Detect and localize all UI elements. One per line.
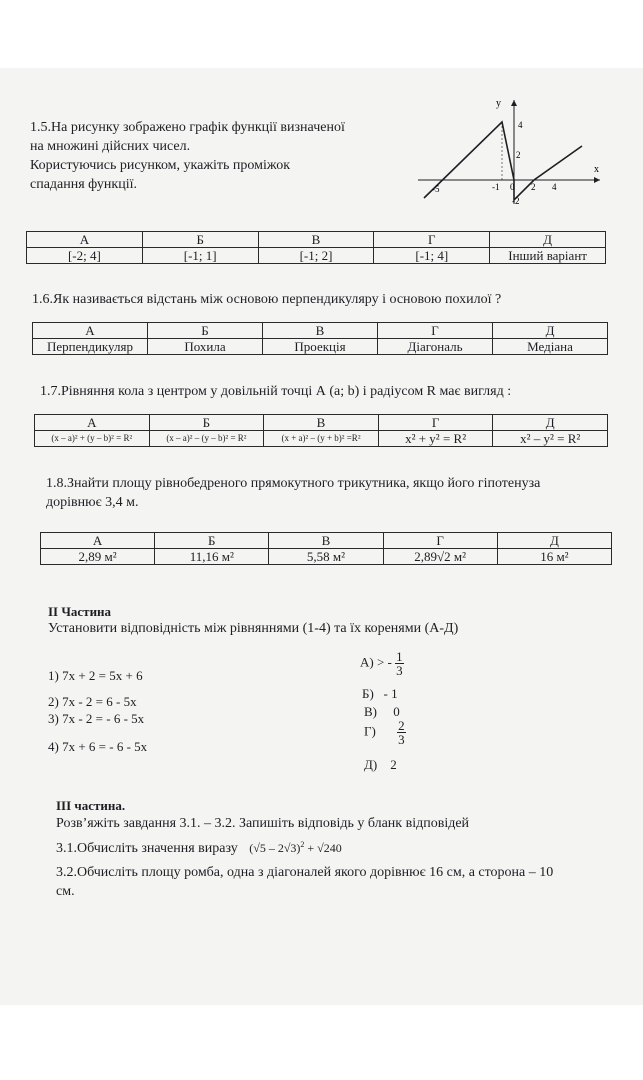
q17-option-d: x² – y² = R² — [493, 431, 608, 447]
q18-header-d: Д — [497, 533, 611, 549]
q31-text: 3.1.Обчисліть значення виразу — [56, 841, 238, 856]
q17-answer-table — [34, 414, 608, 447]
root-d — [364, 719, 406, 746]
q17-option-a: (x – a)² + (y – b)² = R² — [35, 431, 150, 447]
root-d-fraction — [397, 719, 406, 746]
q16-option-v: Проекція — [263, 339, 378, 355]
tick-xm5: -5 — [432, 184, 440, 194]
q17-option-g: x² + y² = R² — [378, 431, 493, 447]
root-d-label: Г) — [364, 723, 376, 739]
equation-2: 2) 7x - 2 = 6 - 5x — [48, 694, 137, 709]
q15-option-d: Інший варіант — [490, 248, 606, 264]
q18-option-b: 11,16 м² — [155, 549, 269, 565]
q17-header-a: А — [35, 415, 150, 431]
root-b: Б) - 1 — [362, 686, 398, 701]
q16-text: 1.6.Як називається відстань між основою перпендикуляру і основою похилої ? — [32, 292, 502, 307]
q15-header-a: А — [27, 232, 143, 248]
q16-header-d: Д — [493, 323, 608, 339]
q18-header-v: В — [269, 533, 383, 549]
q18-line-2: дорівнює 3,4 м. — [46, 495, 139, 510]
q16-option-b: Похила — [148, 339, 263, 355]
function-curve — [424, 122, 582, 200]
x-axis-arrow — [594, 177, 600, 183]
tick-xm1: -1 — [492, 182, 500, 192]
q16-option-a: Перпендикуляр — [33, 339, 148, 355]
q15-header-b: Б — [142, 232, 258, 248]
q31-expr-tail: + √240 — [304, 841, 342, 855]
root-e: Д) 2 — [364, 757, 397, 772]
q17-header-d: Д — [493, 415, 608, 431]
q16-header-v: В — [263, 323, 378, 339]
part2-instruction: Установити відповідність між рівняннями (1-4) та їх коренями (А-Д) — [48, 621, 459, 636]
q15-line-4: спадання функції. — [30, 177, 137, 192]
q31-expr-base: (√5 – 2√3) — [249, 841, 301, 855]
root-a-label: А) > - — [360, 654, 392, 670]
q32-line-2: см. — [56, 884, 75, 899]
root-a-denominator: 3 — [396, 663, 403, 678]
q15-header-g: Г — [374, 232, 490, 248]
q31-expr-exponent: 2 — [300, 840, 305, 849]
q17-option-v: (x + a)² – (y + b)² =R² — [264, 431, 379, 447]
q18-answer-table — [40, 532, 612, 565]
q15-header-v: В — [258, 232, 374, 248]
q18-line-1: 1.8.Знайти площу рівнобедреного прямокутного трикутника, якщо його гіпотенуза — [46, 476, 541, 491]
y-axis-arrow — [511, 100, 517, 106]
q16-header-a: А — [33, 323, 148, 339]
q18-text — [46, 474, 540, 512]
q32-text — [56, 863, 553, 901]
q18-option-a: 2,89 м² — [41, 549, 155, 565]
q32-line-1: 3.2.Обчисліть площу ромба, одна з діагоналей якого дорівнює 16 см, а сторона – 10 — [56, 865, 554, 880]
tick-y4: 4 — [518, 120, 523, 130]
worksheet-page — [0, 68, 643, 1005]
equation-1: 1) 7x + 2 = 5x + 6 — [48, 668, 143, 683]
root-d-numerator: 2 — [398, 718, 405, 733]
q18-header-g: Г — [383, 533, 497, 549]
q16-option-g: Діагональ — [378, 339, 493, 355]
root-a-fraction — [395, 650, 404, 677]
q17-header-g: Г — [378, 415, 493, 431]
function-graph — [410, 94, 610, 214]
equation-4: 4) 7x + 6 = - 6 - 5x — [48, 739, 148, 754]
equation-3: 3) 7x - 2 = - 6 - 5x — [48, 711, 145, 726]
root-d-denominator: 3 — [398, 732, 405, 747]
x-axis-label: x — [594, 164, 599, 175]
q15-option-g: [-1; 4] — [374, 248, 490, 264]
part3-instruction: Розв’яжіть завдання 3.1. – 3.2. Запишіть відповідь у бланк відповідей — [56, 816, 470, 831]
y-axis-label: y — [496, 98, 501, 109]
q16-header-b: Б — [148, 323, 263, 339]
q16-answer-table — [32, 322, 608, 355]
q31-expression — [249, 841, 342, 855]
q15-option-b: [-1; 1] — [142, 248, 258, 264]
root-a — [360, 650, 404, 677]
q18-option-v: 5,58 м² — [269, 549, 383, 565]
q15-option-a: [-2; 4] — [27, 248, 143, 264]
q15-answer-table — [26, 231, 606, 264]
q18-option-d: 16 м² — [497, 549, 611, 565]
tick-x0: 0 — [510, 182, 515, 192]
q15-text — [30, 118, 345, 194]
q15-line-3: Користуючись рисунком, укажіть проміжок — [30, 158, 291, 173]
q15-line-2: на множині дійсних чисел. — [30, 139, 191, 154]
root-a-numerator: 1 — [396, 649, 403, 664]
tick-y2: 2 — [516, 150, 521, 160]
q15-line-1: 1.5.На рисунку зображено графік функції визначеної — [30, 120, 345, 135]
tick-x2: 2 — [531, 182, 536, 192]
root-c: В) 0 — [364, 704, 400, 719]
tick-ym2: -2 — [512, 196, 520, 206]
q31-row — [56, 835, 342, 858]
q16-option-d: Медіана — [493, 339, 608, 355]
part2-title: II Частина — [48, 604, 112, 619]
q17-text: 1.7.Рівняння кола з центром у довільній точці А (a; b) і радіусом R має вигляд : — [40, 384, 512, 399]
q15-option-v: [-1; 2] — [258, 248, 374, 264]
q18-header-b: Б — [155, 533, 269, 549]
q18-header-a: А — [41, 533, 155, 549]
tick-x4: 4 — [552, 182, 557, 192]
q15-header-d: Д — [490, 232, 606, 248]
q17-header-b: Б — [149, 415, 264, 431]
q16-header-g: Г — [378, 323, 493, 339]
q17-option-b: (x – a)² – (y – b)² = R² — [149, 431, 264, 447]
q17-header-v: В — [264, 415, 379, 431]
part3-title: III частина. — [56, 798, 126, 813]
q18-option-g: 2,89√2 м² — [383, 549, 497, 565]
